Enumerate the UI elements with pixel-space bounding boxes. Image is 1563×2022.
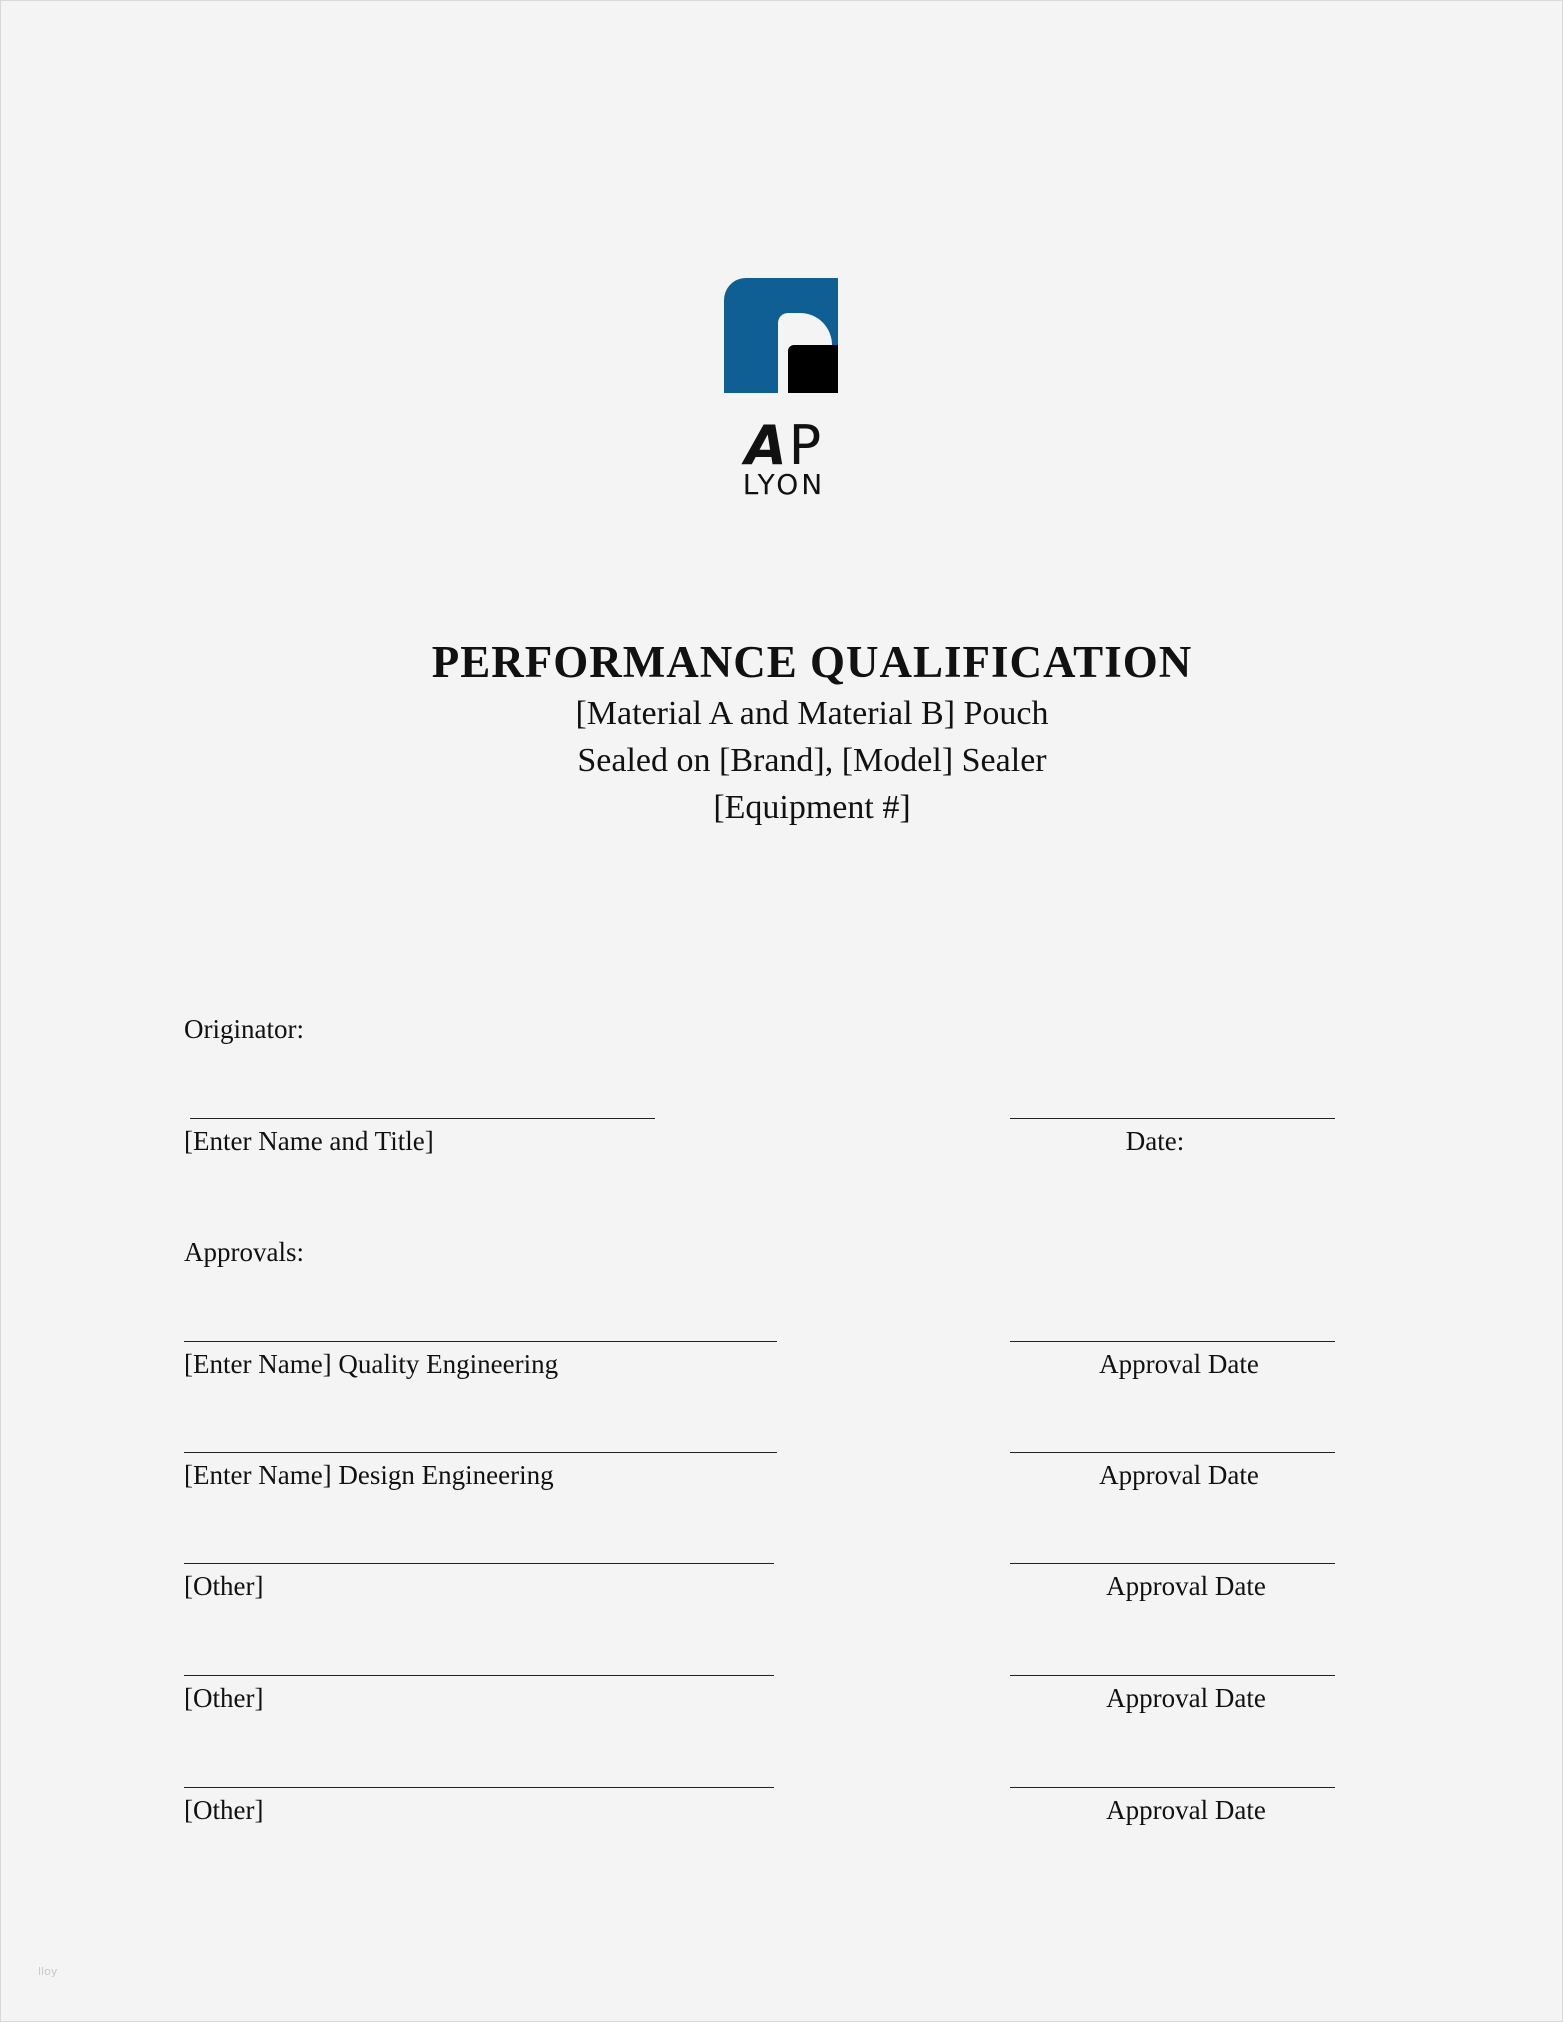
originator-date-line[interactable] [1010, 1118, 1335, 1119]
logo-mark-icon [724, 278, 838, 393]
approval-name-label: [Other] [184, 1795, 264, 1825]
logo-ap-text: AP [744, 414, 824, 477]
originator-heading: Originator: [184, 1014, 304, 1044]
approval-date-line[interactable] [1010, 1787, 1335, 1788]
title-block [0, 634, 1563, 831]
approval-signature-line[interactable] [184, 1563, 774, 1564]
subtitle-line-3: [Equipment #] [713, 789, 911, 826]
approval-name-label: [Other] [184, 1571, 264, 1601]
approval-date-line[interactable] [1010, 1675, 1335, 1676]
approval-name-label: [Enter Name] Quality Engineering [184, 1349, 559, 1379]
approval-date-label: Approval Date [1106, 1795, 1266, 1825]
approval-date-label: Approval Date [1099, 1349, 1259, 1379]
approval-date-label: Approval Date [1106, 1683, 1266, 1713]
originator-date-label: Date: [1125, 1126, 1185, 1156]
approval-date-label: Approval Date [1106, 1571, 1266, 1601]
approval-date-line[interactable] [1010, 1341, 1335, 1342]
subtitle-line-1: [Material A and Material B] Pouch [575, 695, 1049, 732]
approval-name-label: [Other] [184, 1683, 264, 1713]
approval-signature-line[interactable] [184, 1452, 777, 1453]
logo-lyon-text: LYON [742, 468, 826, 501]
approval-date-line[interactable] [1010, 1563, 1335, 1564]
approval-signature-line[interactable] [184, 1341, 777, 1342]
originator-signature-line[interactable] [190, 1118, 655, 1119]
subtitle-line-2: Sealed on [Brand], [Model] Sealer [577, 742, 1047, 779]
company-logo-icon [724, 278, 840, 394]
approval-signature-line[interactable] [184, 1787, 774, 1788]
originator-name-label: [Enter Name and Title] [184, 1126, 434, 1156]
approval-date-label: Approval Date [1099, 1460, 1259, 1490]
approval-signature-line[interactable] [184, 1675, 774, 1676]
document-title: PERFORMANCE QUALIFICATION [431, 637, 1193, 687]
approvals-heading: Approvals: [184, 1237, 304, 1267]
corner-watermark: lloy [38, 1965, 58, 1978]
logo-wordmark [734, 414, 834, 501]
approval-name-label: [Enter Name] Design Engineering [184, 1460, 554, 1490]
approval-date-line[interactable] [1010, 1452, 1335, 1453]
